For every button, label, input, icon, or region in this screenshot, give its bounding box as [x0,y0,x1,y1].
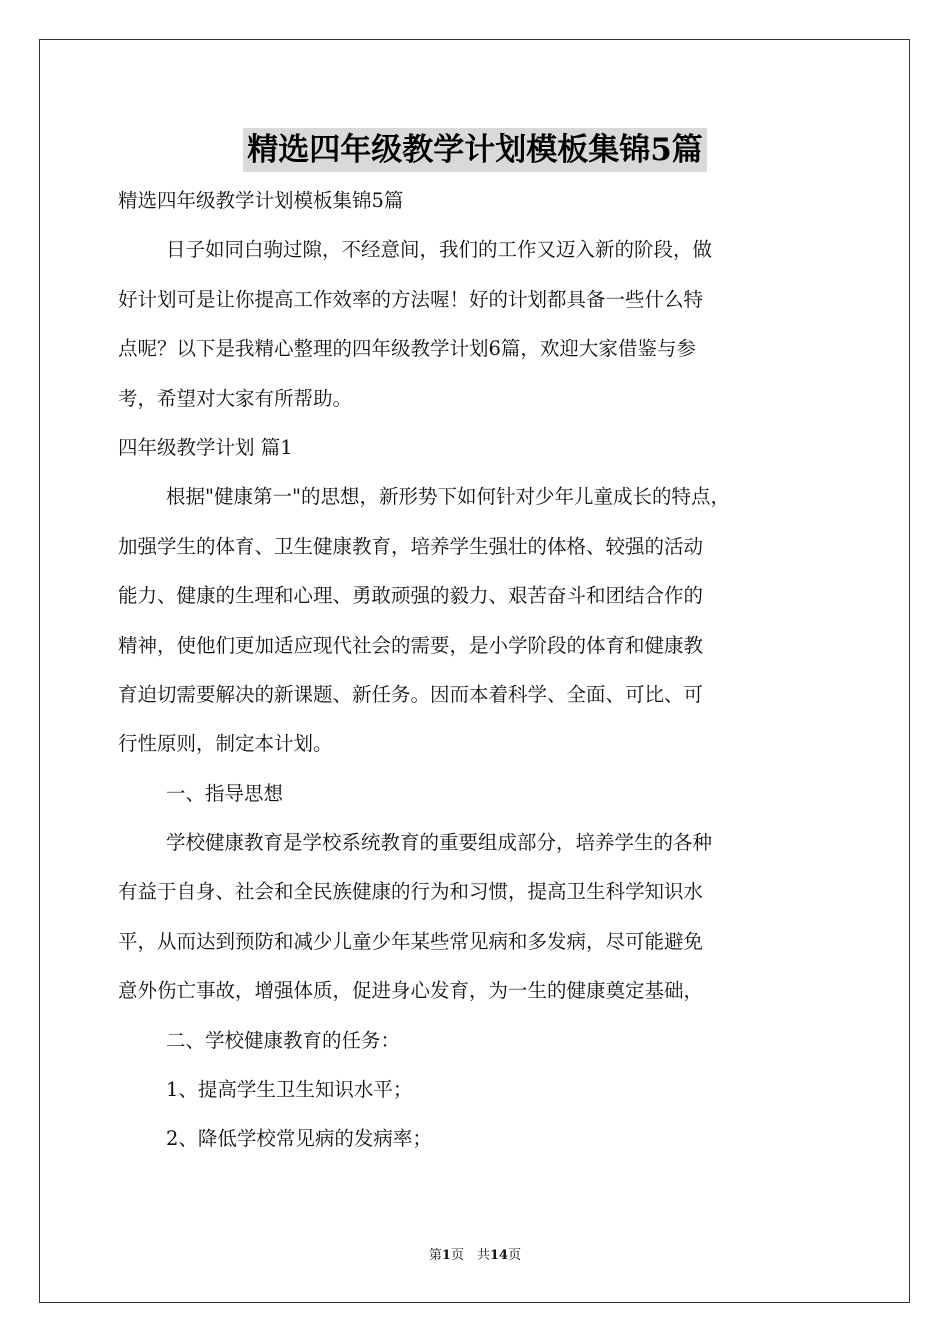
text-line: 能力、健康的生理和心理、勇敢顽强的毅力、艰苦奋斗和团结合作的 [118,584,704,608]
footer-page-mid: 页 共 [450,1248,490,1263]
text-line: 行性原则，制定本计划。 [118,732,333,756]
text-line: 精选四年级教学计划模板集锦5篇 [118,189,404,212]
text-line: 好计划可是让你提高工作效率的方法喔！好的计划都具备一些什么特 [118,287,704,311]
footer-total-pages: 14 [489,1248,509,1263]
text-line: 根据"健康第一"的思想，新形势下如何针对少年儿童成长的特点， [166,485,730,509]
title-wrap [0,128,950,172]
text-line: 意外伤亡事故，增强体质，促进身心发育，为一生的健康奠定基础， [118,979,704,1003]
text-line: 精神，使他们更加适应现代社会的需要，是小学阶段的体育和健康教 [118,633,704,657]
document-body [118,176,858,1164]
text-line: 点呢？以下是我精心整理的四年级教学计划6篇，欢迎大家借鉴与参 [118,337,696,361]
text-line: 1、提高学生卫生知识水平； [166,1078,413,1102]
text-line: 日子如同白驹过隙，不经意间，我们的工作又迈入新的阶段，做 [166,238,713,262]
document-title: 精选四年级教学计划模板集锦5篇 [243,128,707,172]
text-line: 加强学生的体育、卫生健康教育，培养学生强壮的体格、较强的活动 [118,534,704,558]
footer-page-suffix: 页 [508,1248,522,1263]
text-line: 四年级教学计划 篇1 [118,435,293,459]
page-footer [0,1244,950,1263]
text-line: 育迫切需要解决的新课题、新任务。因而本着科学、全面、可比、可 [118,682,704,706]
footer-page-number: 1 [441,1248,451,1263]
text-line: 二、学校健康教育的任务： [166,1028,401,1052]
text-line: 平，从而达到预防和减少儿童少年某些常见病和多发病，尽可能避免 [118,929,704,953]
footer-page-prefix: 第 [428,1248,442,1263]
text-line: 有益于自身、社会和全民族健康的行为和习惯，提高卫生科学知识水 [118,880,704,904]
text-line: 一、指导思想 [166,781,284,805]
text-line: 2、降低学校常见病的发病率； [166,1127,432,1151]
text-line: 学校健康教育是学校系统教育的重要组成部分，培养学生的各种 [166,831,713,855]
text-line: 考，希望对大家有所帮助。 [118,386,353,410]
